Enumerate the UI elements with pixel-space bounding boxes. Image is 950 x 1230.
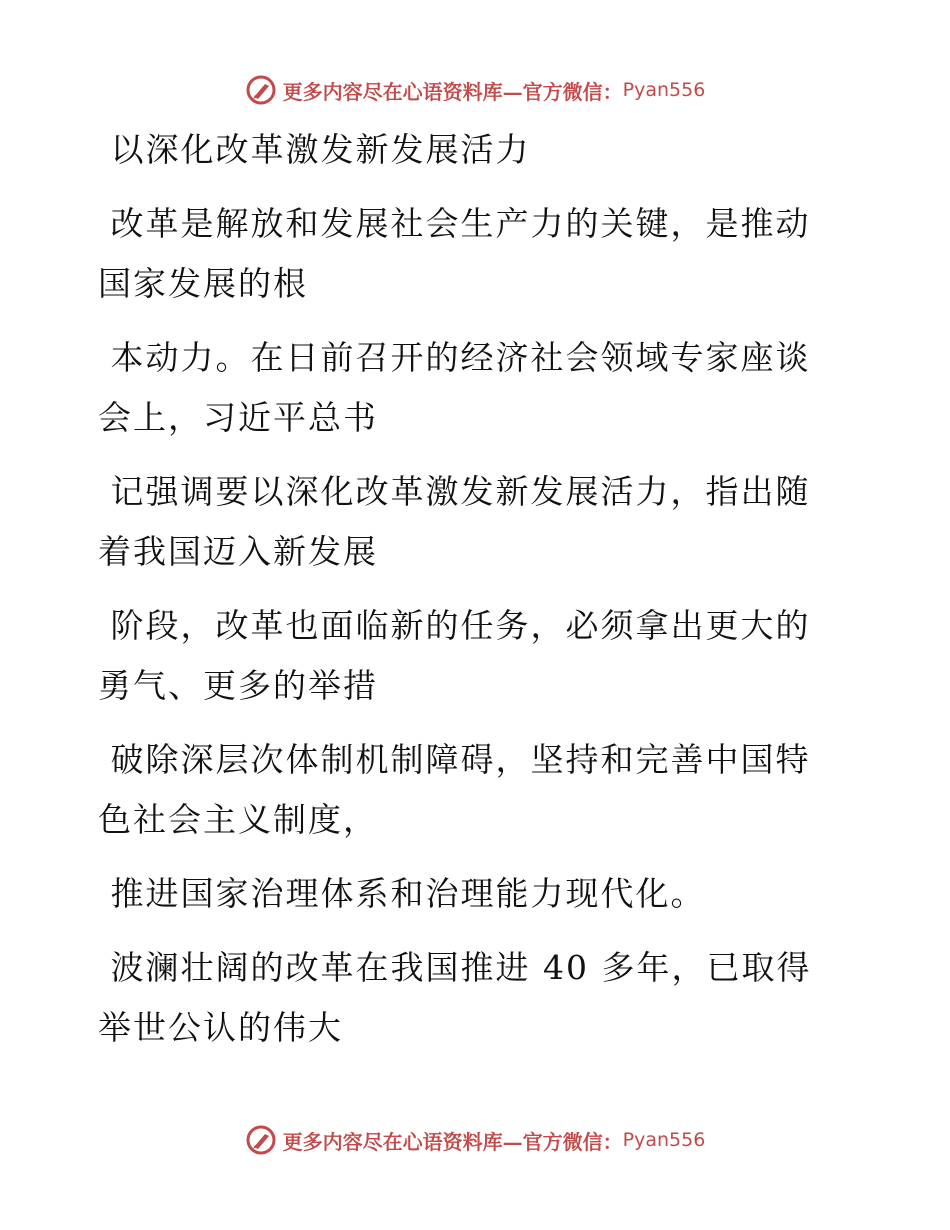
header-watermark [0,70,950,110]
paragraph: 本动力。在日前召开的经济社会领域专家座谈会上，习近平总书 [98,338,811,437]
paragraph: 推进国家治理体系和治理能力现代化。 [98,874,706,913]
pen-nib-circle-icon [245,1124,277,1156]
watermark-wechat-id: Pyan556 [622,1129,706,1151]
watermark-text: 更多内容尽在心语资料库—官方微信： [282,79,623,104]
paragraph: 记强调要以深化改革激发新发展活力，指出随着我国迈入新发展 [98,472,811,571]
watermark-wechat-id: Pyan556 [622,79,706,101]
paragraph: 改革是解放和发展社会生产力的关键，是推动国家发展的根 [98,204,811,303]
paragraph: 波澜壮阔的改革在我国推进 40 多年，已取得举世公认的伟大 [98,948,812,1047]
paragraph: 阶段，改革也面临新的任务，必须拿出更大的勇气、更多的举措 [98,606,811,705]
footer-watermark [0,1120,950,1160]
pen-nib-circle-icon [245,74,277,106]
document-title: 以深化改革激发新发展活力 [98,130,531,169]
document-body [98,120,838,1058]
watermark-text: 更多内容尽在心语资料库—官方微信： [282,1129,623,1154]
paragraph: 破除深层次体制机制障碍，坚持和完善中国特色社会主义制度， [98,740,811,839]
